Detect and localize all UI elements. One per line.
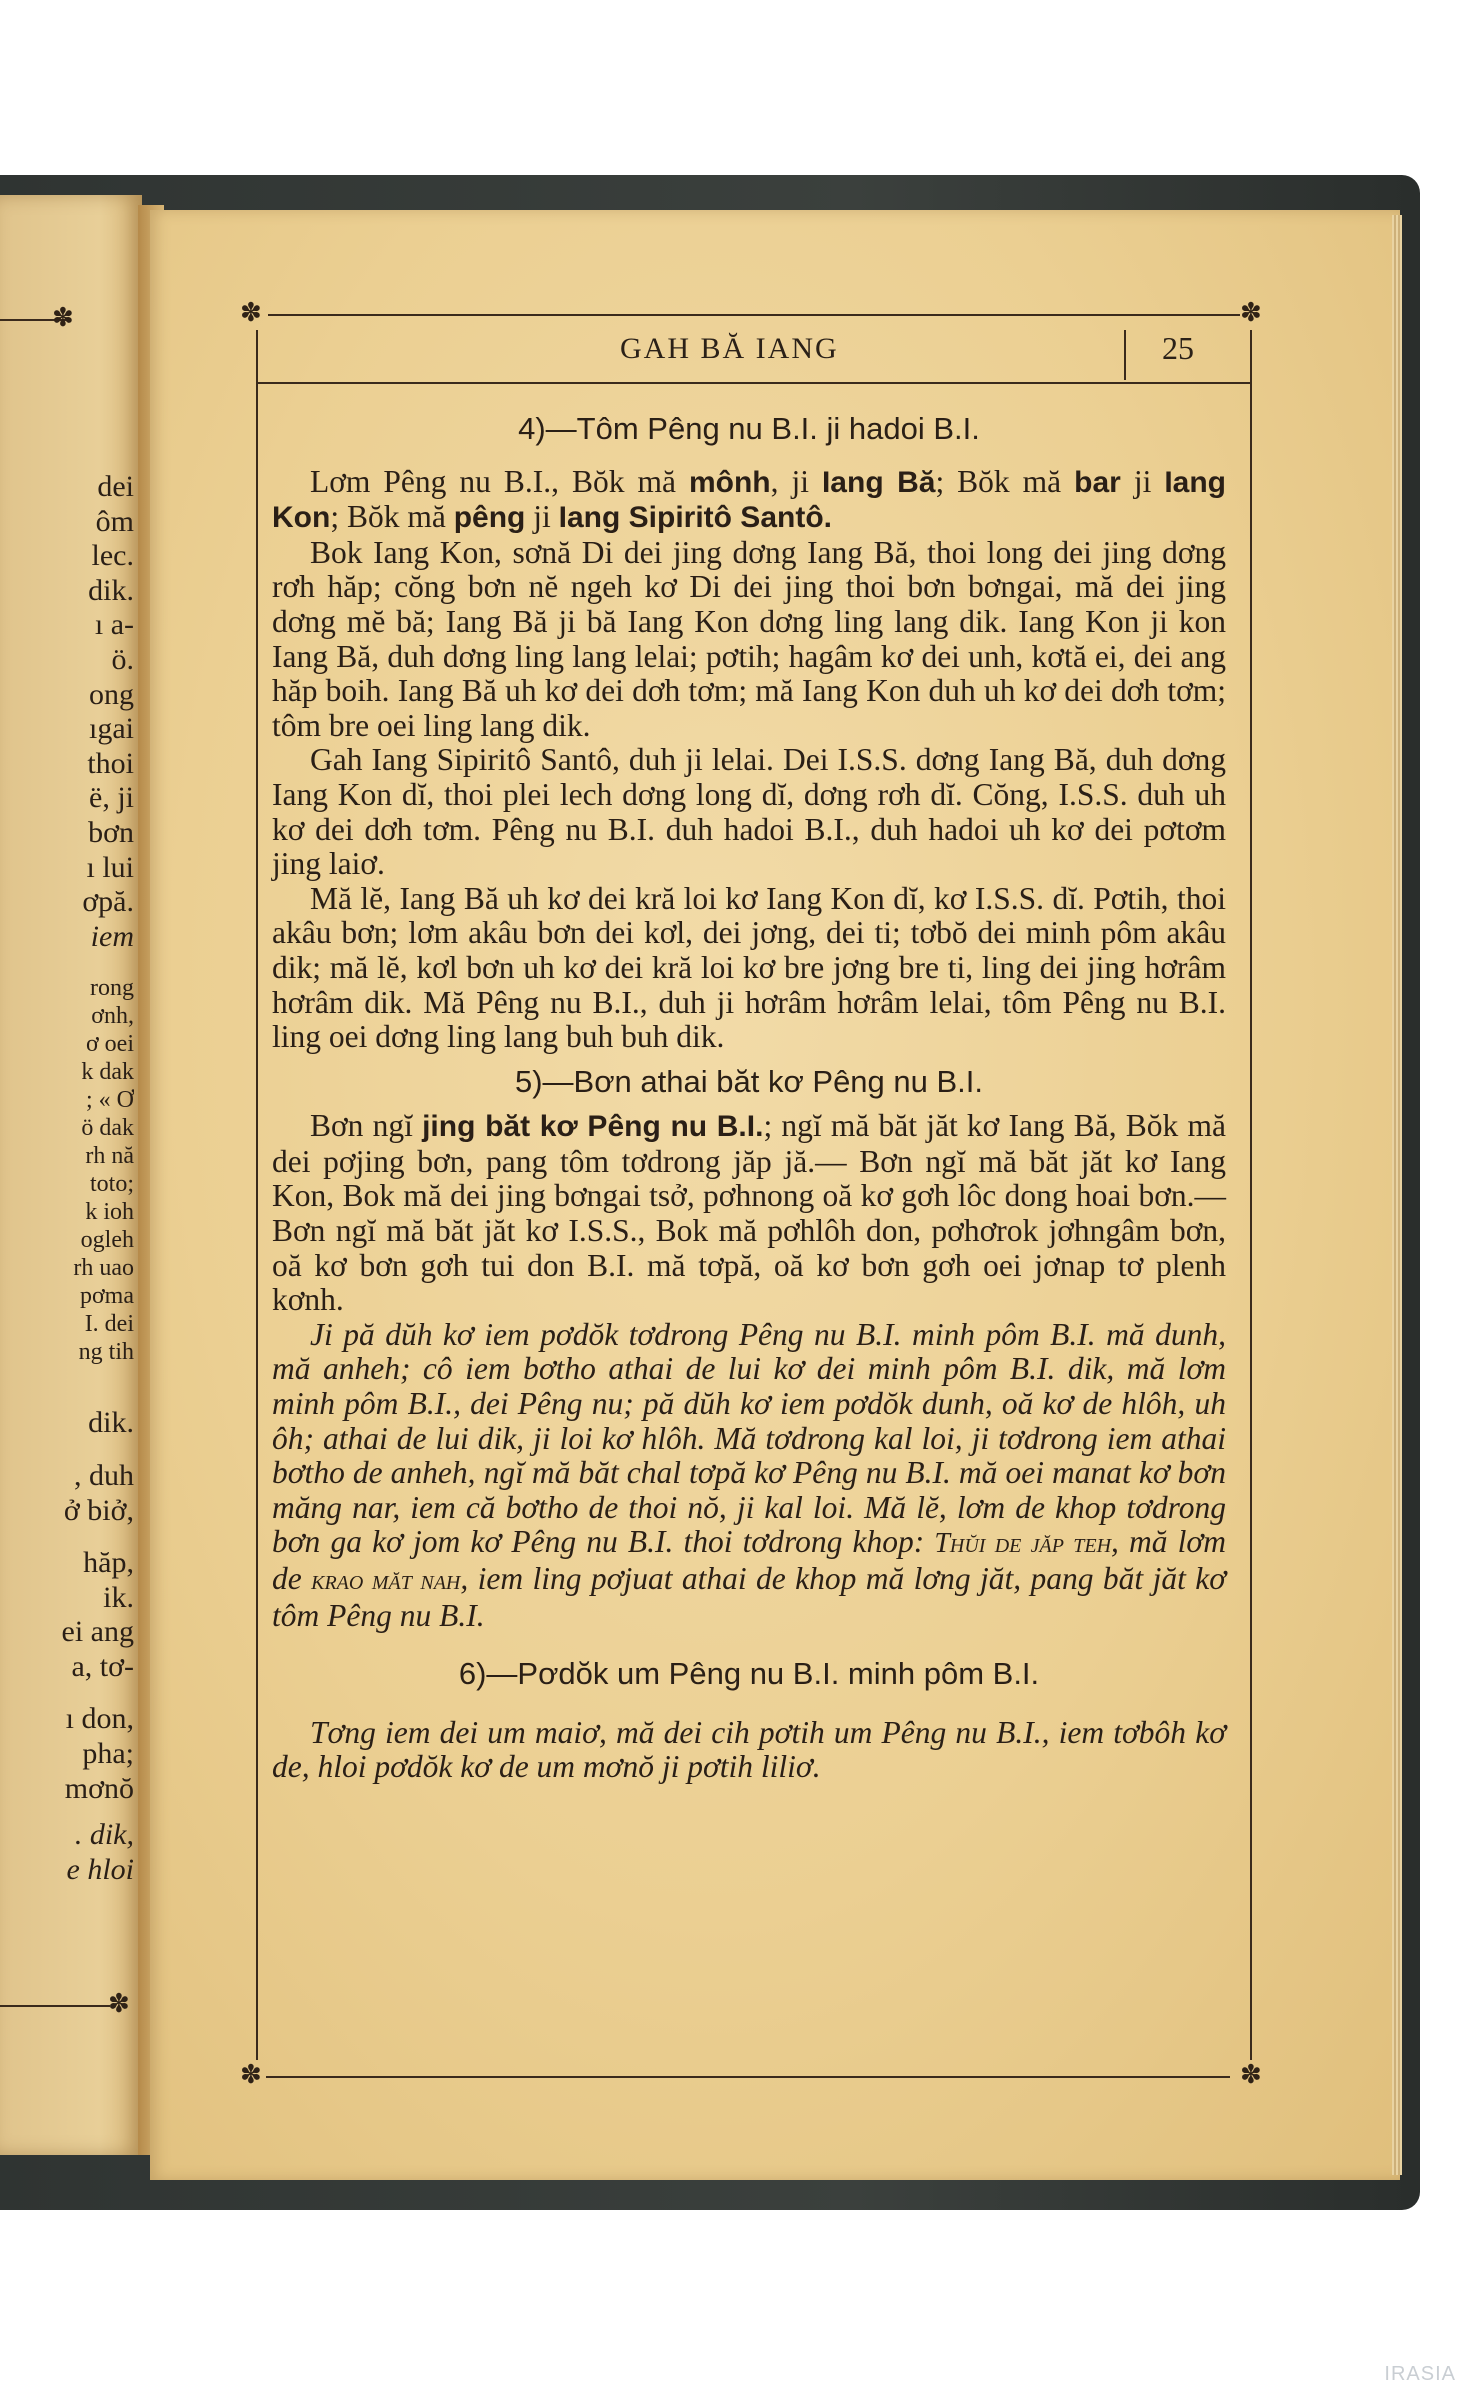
left-line: dik. (88, 1406, 134, 1440)
left-line: ı a- (94, 608, 134, 642)
page-edge (1392, 215, 1402, 2175)
left-line: pha; (82, 1737, 134, 1771)
left-line: dik. (88, 573, 134, 607)
left-line: pơma (79, 1283, 134, 1310)
left-line: ogleh (80, 1227, 134, 1254)
italic-paragraph: Tơng iem dei um maiơ, mă dei cih pơtih um Pêng nu B.I., iem tơbôh kơ de, hloi pơdŏk kơ de um mơnŏ ji pơtih liliơ. (272, 1714, 1226, 1785)
text-run: , mă lơm de (272, 1524, 1226, 1596)
text-run: ; Bŏk mă (330, 499, 454, 535)
left-line: ı don, (65, 1702, 134, 1736)
paragraph (272, 465, 1226, 536)
italic-paragraph (272, 1318, 1226, 1633)
bottom-rule (266, 2076, 1230, 2078)
paragraph: Mă lĕ, Iang Bă uh kơ dei kră loi kơ Iang Kon dĭ, kơ I.S.S. dĭ. Pơtih, thoi akâu bơn; lơm akâu bơn dei kơl, dei jơng, dei ti; tơbŏ dei minh pôm akâu dik; mă lĕ, kơl bơn uh kơ dei kră loi kơ bre jơng bre ti, ling dei jing hơrâm hơrâm dik. Mă Pêng nu B.I., duh ji hơrâm hơrâm lelai, tôm Pêng nu B.I. ling oei dơng ling lang buh buh dik. (272, 880, 1226, 1055)
left-line: ö dak (81, 1115, 134, 1142)
page-number-divider (1124, 330, 1126, 380)
left-line: hăp, (83, 1546, 134, 1580)
left-line: mơnŏ (64, 1771, 134, 1805)
text-run: , iem ling pơjuat athai de khop mă lơng jăt, pang băt jăt kơ tôm Pêng nu B.I. (272, 1561, 1227, 1633)
bold-term: mônh (688, 465, 771, 499)
left-line: ơpă. (82, 885, 134, 919)
left-line: dei (97, 470, 134, 503)
small-caps-term: krao măt nah (311, 1565, 461, 1596)
left-frame-rule (256, 330, 258, 2060)
left-line: ik. (103, 1580, 134, 1614)
corner-ornament-top-right: ✽ (1240, 298, 1262, 327)
left-line: e hloi (66, 1852, 134, 1886)
paragraph: Bok Iang Kon, sơnă Di dei jing dơng Iang Bă, thoi long dei jing dơng rơh hăp; cŏng bơn nĕ ngeh kơ Di dei jing thoi bơn bơngai, mă dei jing dơng mĕ bă; Iang Bă ji bă Iang Kon dơng ling lang dik. Iang Kon ji kon Iang Bă, duh dơng ling lang lelai; pơtih; hagâm kơ dei unh, kơtă ei, dei ang hăp boih. Iang Bă uh kơ dei dơh tơm; mă Iang Kon duh uh kơ dei dơh tơm; tôm bre oei ling lang dik. (272, 534, 1226, 743)
text-run: , ji (770, 463, 822, 499)
left-line: ơ oei (85, 1031, 134, 1058)
bold-term: Iang Kon (272, 465, 1226, 535)
text-run: ; Bŏk mă (935, 463, 1075, 499)
corner-ornament-bottom-right: ✽ (1240, 2060, 1262, 2089)
section-heading: 6)—Pơdŏk um Pêng nu B.I. minh pôm B.I. (458, 1656, 1040, 1692)
left-page-text (0, 470, 140, 1887)
text-run: ji (525, 499, 559, 535)
left-line: iem (90, 919, 134, 953)
bold-term: bar (1074, 465, 1121, 499)
left-line: ei ang (61, 1615, 134, 1649)
left-line: thoi (87, 746, 134, 780)
running-head: GAH BĂ IANG (620, 332, 839, 365)
left-line: ë, ji (89, 781, 134, 815)
left-line: ı lui (86, 850, 134, 884)
section-heading: 5)—Bơn athai băt kơ Pêng nu B.I. (514, 1063, 984, 1099)
section-heading: 4)—Tôm Pêng nu B.I. ji hadoi B.I. (518, 411, 980, 446)
text-run: Bơn ngĭ (310, 1108, 423, 1144)
page-body (272, 412, 1226, 1785)
paragraph: Gah Iang Sipiritô Santô, duh ji lelai. Dei I.S.S. dơng Iang Bă, duh dơng Iang Kon dĭ, thoi plei lech dơng long dĭ, dơng rơh dĭ. Cŏng, I.S.S. duh uh kơ dei dơh tơm. Pêng nu B.I. duh hadoi B.I., duh hadoi uh kơ dei pơtơm jing laiơ. (272, 742, 1226, 882)
left-line: k ioh (85, 1199, 134, 1226)
bold-term: pêng (453, 501, 526, 535)
header-rule (256, 382, 1250, 384)
top-rule (268, 314, 1240, 316)
left-line: rh nă (85, 1143, 134, 1170)
left-line: . dik, (74, 1818, 134, 1852)
left-line: toto; (89, 1171, 134, 1198)
right-frame-rule (1250, 330, 1252, 2060)
paragraph (272, 1109, 1226, 1318)
left-line: ở biở, (63, 1493, 134, 1527)
left-page-bottom-ornament: ✽ (108, 1989, 130, 2018)
page-number: 25 (1162, 330, 1194, 366)
left-line: ơnh, (91, 1003, 134, 1030)
left-page-bottom-rule (0, 2005, 110, 2007)
text-run: ; ngĭ mă băt jăt kơ Iang Bă, Bŏk mă dei pơjing bơn, pang tôm tơdrong jăp jă.— Bơn ngĭ mă băt jăt kơ Iang Kon, Bok mă dei jing bơngai tsở, pơhnong oă kơ gơh lôc dong hoai bơn.—Bơn ngĭ mă băt jăt kơ I.S.S., Bok mă pơhlôh don, pơhơrok jơhngâm bơn, oă kơ bơn gơh tui don B.I. mă tơpă, oă kơ bơn gơh oei jơnap tơ plenh kơnh. (272, 1108, 1226, 1318)
bold-term: jing băt kơ Pêng nu B.I. (422, 1110, 764, 1144)
left-line: ö. (111, 642, 134, 676)
left-line: ıgai (89, 712, 134, 746)
small-caps-term: Thŭi de jăp teh (934, 1528, 1112, 1560)
left-line: , duh (74, 1458, 134, 1492)
left-line: I. dei (84, 1311, 134, 1338)
corner-ornament-bottom-left: ✽ (240, 2060, 262, 2089)
watermark: IRASIA (1384, 2363, 1456, 2385)
corner-ornament-top-left: ✽ (240, 298, 262, 327)
text-run: ji (1120, 463, 1165, 499)
left-line: ôm (95, 504, 134, 538)
left-line: a, tơ- (71, 1649, 134, 1683)
left-line: ong (89, 677, 134, 711)
text-run: Lơm Pêng nu B.I., Bŏk mă (310, 463, 689, 499)
text-run: Ji pă dŭh kơ iem pơdŏk tơdrong Pêng nu B.I. minh pôm B.I. mă dunh, mă anheh; cô iem bơtho athai de lui kơ dei minh pôm B.I. dik, mă lơm minh pôm B.I., dei Pêng nu; pă dŭh kơ iem pơdŏk dunh, oă kơ de hlôh, uh ôh; athai de lui dik, ji loi kơ hlôh. Mă tơdrong kal loi, ji tơdrong iem athai bơtho de anheh, ngĭ mă băt chal tơpă kơ Pêng nu B.I. mă oei manat kơ bơn măng nar, iem că bơtho de thoi nŏ, ji kal loi. Mă lĕ, lơm de khop tơdrong bơn ga kơ jom kơ Pêng nu B.I. thoi tơdrong khop: (272, 1316, 1226, 1560)
left-page-ornament: ✽ (52, 303, 74, 332)
left-line: rh uao (73, 1255, 134, 1282)
left-line: bơn (88, 815, 134, 849)
left-line: rong (90, 975, 134, 1002)
bold-term: Iang Sipiritô Santô. (558, 501, 832, 535)
left-line: ; « Ơ (86, 1087, 134, 1114)
bold-term: Iang Bă (821, 465, 936, 499)
left-line: lec. (91, 539, 134, 573)
left-line: ng tih (78, 1339, 134, 1366)
left-line: k dak (81, 1059, 134, 1086)
